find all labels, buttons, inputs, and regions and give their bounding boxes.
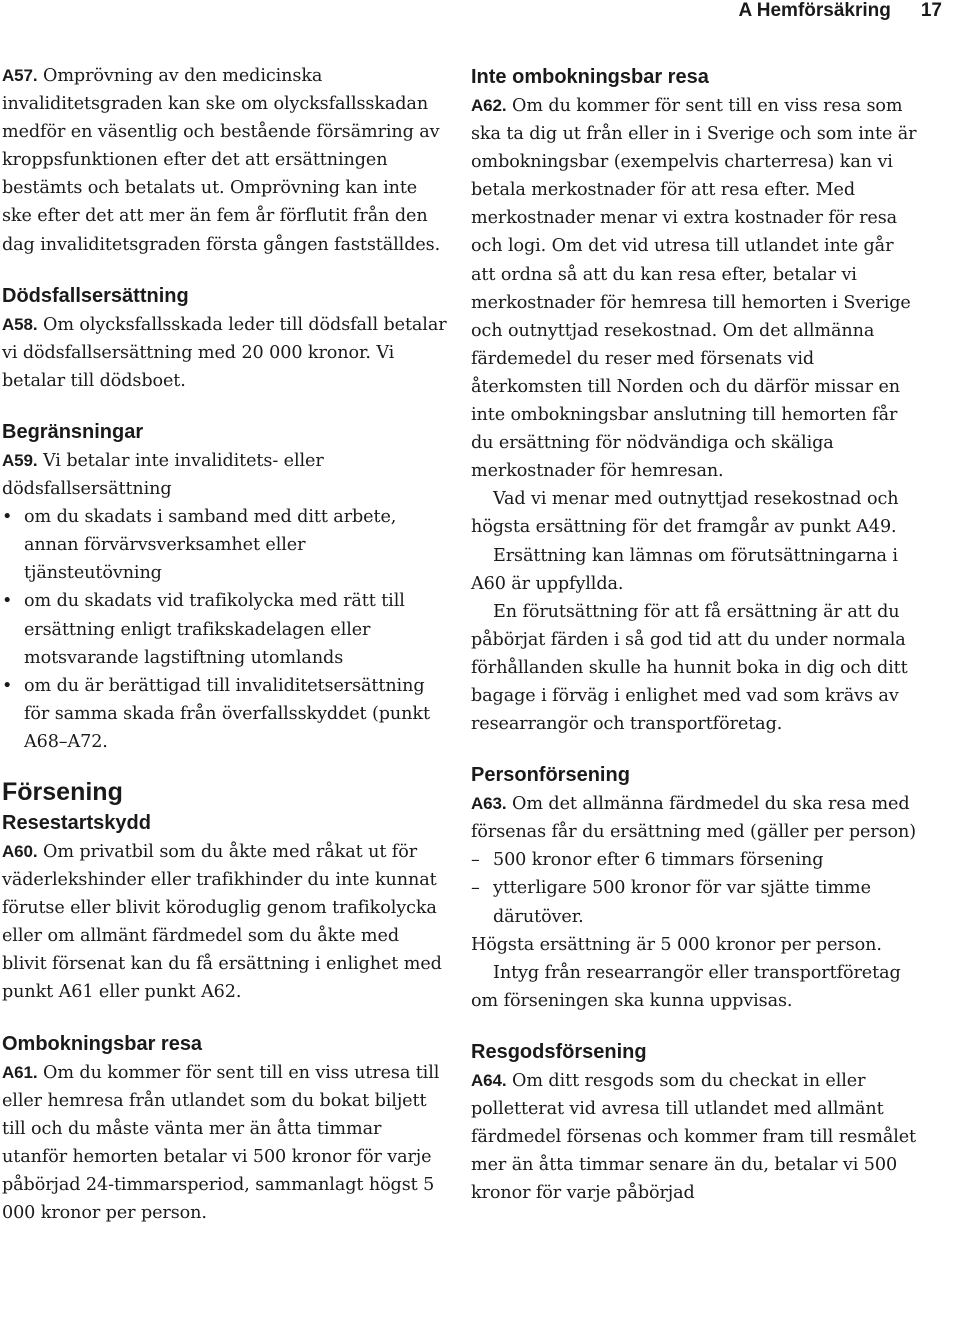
heading-personforsening: Personförsening bbox=[471, 764, 630, 787]
clause-text: Om det allmänna färdmedel du ska resa med försenas får du ersättning med (gäller per person) bbox=[471, 794, 917, 843]
list-item: • om du är berättigad till invaliditetsersättning för samma skada från överfallsskyddet (punkt A68–A72. bbox=[2, 672, 448, 756]
paragraph: Intyg från researrangör eller transportföretag om förseningen ska kunna uppvisas. bbox=[471, 962, 901, 1011]
bullet-icon: • bbox=[2, 675, 13, 696]
exclusions-list bbox=[2, 503, 448, 756]
header-section-title: A Hemförsäkring bbox=[738, 0, 891, 21]
running-header bbox=[738, 0, 942, 22]
dash-icon: – bbox=[471, 878, 480, 899]
right-column bbox=[471, 62, 917, 1207]
list-item: • om du skadats i samband med ditt arbete, annan förvärvsverksamhet eller tjänsteutövning bbox=[2, 503, 448, 587]
heading-resgodsforsening: Resgodsförsening bbox=[471, 1040, 647, 1063]
paragraph-a61 bbox=[2, 1059, 448, 1228]
dash-icon: – bbox=[471, 850, 480, 871]
paragraph: Vad vi menar med outnyttjad resekostnad och högsta ersättning för det framgår av punkt A49. bbox=[471, 489, 899, 538]
paragraph: Högsta ersättning är 5 000 kronor per person. bbox=[471, 934, 882, 955]
paragraph-a64 bbox=[471, 1067, 917, 1207]
paragraph: Ersättning kan lämnas om förutsättningarna i A60 är uppfyllda. bbox=[471, 545, 898, 594]
paragraph-a59 bbox=[2, 447, 448, 503]
compensation-list bbox=[471, 846, 917, 930]
list-item: • om du skadats vid trafikolycka med rätt till ersättning enligt trafikskadelagen eller motsvarande lagstiftning utomlands bbox=[2, 587, 448, 671]
clause-number: A63. bbox=[471, 794, 507, 814]
clause-text: Vi betalar inte invaliditets- eller dödsfallsersättning bbox=[2, 450, 324, 500]
clause-number: A57. bbox=[2, 66, 38, 85]
heading-dodsfallsersattning: Dödsfallsersättning bbox=[2, 284, 189, 307]
heading-begransningar: Begränsningar bbox=[2, 420, 144, 443]
paragraph-a60 bbox=[2, 838, 448, 1007]
clause-text: Omprövning av den medicinska invaliditetsgraden kan ske om olycksfallsskadan medför en väsentlig och bestående försämring av kroppsfunktionen efter det att ersättningen bestämts och betalats ut. Omprövning kan inte ske efter det att mer än fem år förflutit från den dag invaliditetsgraden första gången fastställdes. bbox=[2, 66, 441, 255]
clause-number: A58. bbox=[2, 314, 38, 334]
clause-text: Om du kommer för sent till en viss resa som ska ta dig ut från eller in i Sverige och som inte är ombokningsbar (exempelvis charterresa) kan vi betala merkostnader för att resa efter. Med merkostnader menar vi extra kostnader för resa och logi. Om det vid utresa till utlandet inte går att ordna så att du kan resa efter, betalar vi merkostnader för hemresa till hemorten i Sverige och outnyttjad resekostnad. Om det allmänna färdemedel du reser med försenats vid återkomsten till Norden och du därför missar en inte ombokningsbar anslutning till hemorten får du ersättning för nödvändiga och skäliga merkostnader för hemresan. bbox=[471, 96, 917, 482]
heading-ombokningsbar-resa: Ombokningsbar resa bbox=[2, 1032, 203, 1055]
clause-number: A64. bbox=[471, 1070, 507, 1090]
paragraph-a57 bbox=[2, 62, 448, 259]
clause-text: Om du kommer för sent till en viss utresa till eller hemresa från utlandet som du bokat biljett till och du måste vänta mer än åtta timmar utanför hemorten betalar vi 500 kronor för varje påbörjad 24-timmarsperiod, sammanlagt högst 5 000 kronor per person. bbox=[2, 1062, 440, 1223]
bullet-icon: • bbox=[2, 507, 13, 528]
clause-number: A61. bbox=[2, 1062, 38, 1082]
clause-number: A62. bbox=[471, 96, 507, 115]
heading-resestartskydd: Resestartskydd bbox=[2, 811, 151, 834]
clause-text: Om privatbil som du åkte med råkat ut för väderlekshinder eller trafikhinder du inte kunnat förutse eller blivit köroduglig genom trafikolycka eller om allmänt färdmedel som du åkte med blivit försenat kan du få ersättning i enlighet med punkt A61 eller punkt A62. bbox=[2, 841, 442, 1003]
clause-number: A59. bbox=[2, 450, 38, 470]
heading-forsening: Försening bbox=[2, 777, 123, 806]
left-column bbox=[2, 62, 448, 1227]
list-item: – 500 kronor efter 6 timmars försening bbox=[471, 846, 917, 874]
list-item: – ytterligare 500 kronor för var sjätte timme därutöver. bbox=[471, 874, 917, 930]
paragraph-a58 bbox=[2, 311, 448, 395]
paragraph: En förutsättning för att få ersättning är att du påbörjat färden i så god tid att du under normala förhållanden skulle ha hunnit boka in dig och ditt bagage i förväg i enlighet med vad som krävs av researrangör och transportföretag. bbox=[471, 601, 908, 735]
page-number: 17 bbox=[920, 0, 942, 21]
bullet-icon: • bbox=[2, 591, 13, 612]
clause-text: Om olycksfallsskada leder till dödsfall betalar vi dödsfallsersättning med 20 000 kronor. Vi betalar till dödsboet. bbox=[2, 314, 447, 391]
heading-inte-ombokningsbar-resa: Inte ombokningsbar resa bbox=[471, 66, 709, 88]
paragraph-a63 bbox=[471, 790, 917, 846]
clause-text: Om ditt resgods som du checkat in eller polletterat vid avresa till utlandet med allmänt färdmedel försenas och kommer fram till resmålet mer än åtta timmar senare än du, betalar vi 500 kronor för varje påbörjad bbox=[471, 1070, 917, 1204]
paragraph-a62 bbox=[471, 92, 917, 485]
clause-number: A60. bbox=[2, 841, 38, 861]
